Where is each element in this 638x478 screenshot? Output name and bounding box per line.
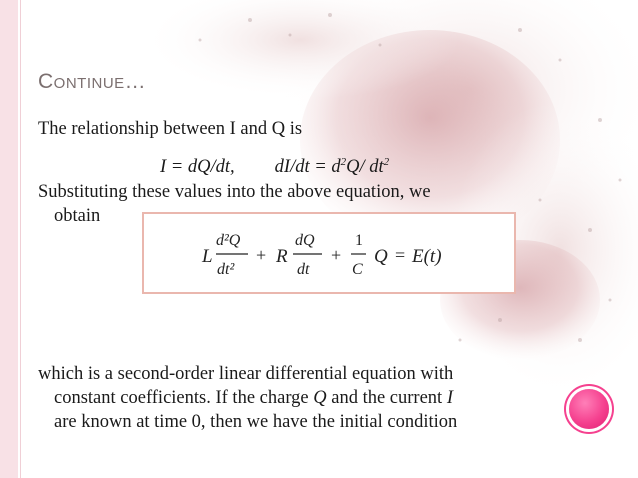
eq-denominator-dt: dt xyxy=(297,261,310,278)
pink-circle-decoration xyxy=(569,389,609,429)
eq-Q: Q xyxy=(374,246,388,267)
eq-R: R xyxy=(276,246,288,267)
eq-plus-1: + xyxy=(256,245,267,265)
eq-numerator-d2Q: d²Q xyxy=(216,232,241,249)
slide-title: Continue… xyxy=(38,70,147,93)
eq-L: L xyxy=(202,246,213,267)
left-decorative-stripe xyxy=(0,0,18,478)
eq-numerator-1: 1 xyxy=(355,232,363,249)
body-line-obtain: obtain xyxy=(54,206,101,226)
body-line-substituting: Substituting these values into the above equation, we xyxy=(38,182,431,202)
body-line-second-order: which is a second-order linear differential equation with xyxy=(38,364,454,384)
body-line-constant-coefficients: constant coefficients. If the charge Q and the current I xyxy=(54,388,453,408)
left-stripe-divider xyxy=(20,0,21,478)
relation-current: I = dQ/dt, xyxy=(160,157,235,178)
eq-rhs-Et: E(t) xyxy=(412,246,442,267)
eq-denominator-dt2: dt² xyxy=(217,261,235,278)
eq-equals: = xyxy=(395,245,406,265)
relation-formulas xyxy=(160,151,389,179)
eq-numerator-dQ: dQ xyxy=(295,232,315,249)
relation-derivative: $dI/dt = d^2Q/$ $dt^2$ xyxy=(274,156,390,178)
equation-image xyxy=(142,212,516,294)
body-line-initial-condition: are known at time 0, then we have the initial condition xyxy=(54,412,458,432)
eq-denominator-C: C xyxy=(352,261,363,278)
body-line-relationship: The relationship between I and Q is xyxy=(38,119,303,139)
eq-plus-2: + xyxy=(331,245,342,265)
